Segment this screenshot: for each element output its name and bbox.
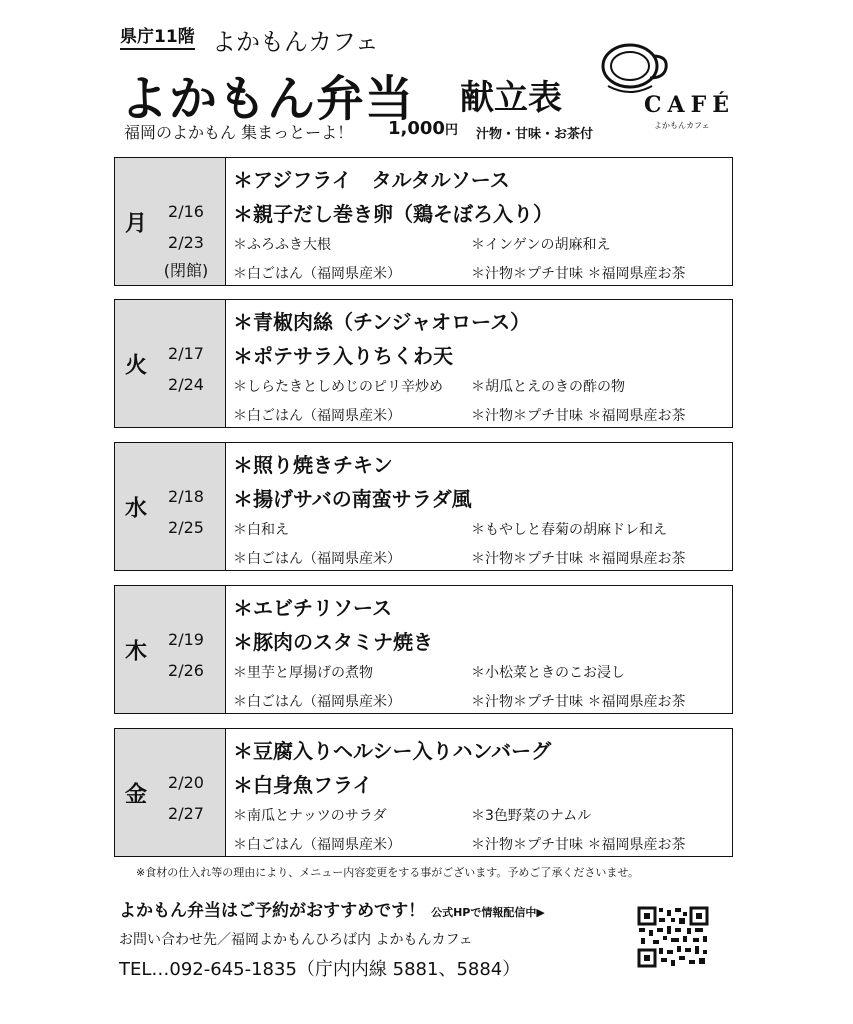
dates [161, 196, 211, 284]
rice: ＊白ごはん（福岡県産米） [233, 694, 401, 710]
reserve-text: よかもん弁当はご予約がおすすめです！ [119, 901, 426, 921]
day-label: 火 [125, 353, 148, 378]
tagline: 福岡のよかもん 集まっとーよ！ [124, 123, 354, 142]
date: 2/24 [168, 375, 204, 394]
date: 2/19 [168, 630, 204, 649]
dates [161, 481, 211, 543]
day-label: 金 [125, 782, 148, 807]
main-dish-2: ＊豚肉のスタミナ焼き [233, 630, 433, 654]
date: 2/25 [168, 518, 204, 537]
rice: ＊白ごはん（福岡県産米） [233, 837, 401, 853]
side-dish-2: ＊もやしと春菊の胡麻ドレ和え [471, 522, 667, 538]
includes-label: 汁物・甘味・お茶付 [476, 127, 594, 142]
dates [161, 338, 211, 400]
main-dish-1: ＊エビチリソース [233, 596, 392, 620]
price-unit: 円 [444, 123, 458, 138]
date-note: (閉館) [163, 261, 209, 280]
cafe-logo [600, 42, 740, 132]
side-dish-2: ＊小松菜ときのこお浸し [471, 665, 625, 681]
main-dish-2: ＊揚げサバの南蛮サラダ風 [233, 487, 472, 511]
dates [161, 624, 211, 686]
date: 2/23 [168, 233, 204, 252]
floor-label: 県庁11階 [120, 26, 195, 50]
main-dish-1: ＊青椒肉絲（チンジャオロース） [233, 310, 531, 334]
side-dish-1: ＊しらたきとしめじのピリ辛炒め [233, 379, 443, 395]
day-column [115, 729, 226, 856]
price [388, 118, 458, 139]
main-dish-1: ＊照り焼きチキン [233, 453, 393, 477]
day-column [115, 158, 226, 285]
extras: ＊汁物＊プチ甘味 ＊福岡県産お茶 [471, 408, 686, 424]
side-dish-1: ＊ふろふき大根 [233, 237, 331, 253]
day-block-tuesday [114, 299, 733, 428]
date: 2/20 [168, 773, 204, 792]
day-block-monday [114, 157, 733, 286]
phone-number: TEL…092-645-1835（庁内内線 5881、5884） [119, 959, 521, 980]
menu-title: 献立表 [460, 78, 562, 118]
main-dish-1: ＊豆腐入りヘルシー入りハンバーグ [233, 739, 552, 763]
day-block-thursday [114, 585, 733, 714]
side-dish-1: ＊南瓜とナッツのサラダ [233, 808, 387, 824]
extras: ＊汁物＊プチ甘味 ＊福岡県産お茶 [471, 837, 686, 853]
cafe-name: よかもんカフェ [212, 28, 379, 56]
date: 2/26 [168, 661, 204, 680]
rice: ＊白ごはん（福岡県産米） [233, 408, 401, 424]
rice: ＊白ごはん（福岡県産米） [233, 551, 401, 567]
price-value: 1,000 [388, 118, 445, 139]
reserve-message [119, 896, 545, 921]
date: 2/27 [168, 804, 204, 823]
header [120, 22, 740, 150]
dates [161, 767, 211, 829]
day-block-friday [114, 728, 733, 857]
date: 2/16 [168, 202, 204, 221]
day-column [115, 300, 226, 427]
page-title: よかもん弁当 [120, 71, 415, 127]
side-dish-1: ＊里芋と厚揚げの煮物 [233, 665, 373, 681]
main-dish-2: ＊親子だし巻き卵（鶏そぼろ入り） [233, 202, 553, 226]
contact-info: お問い合わせ先／福岡よかもんひろば内 よかもんカフェ [119, 932, 473, 948]
logo-subtext: よかもんカフェ [654, 121, 710, 130]
qr-code-icon[interactable] [637, 906, 709, 968]
disclaimer-note: ※食材の仕入れ等の理由により、メニュー内容変更をする事がございます。予めご了承くださいませ。 [136, 866, 640, 879]
date: 2/18 [168, 487, 204, 506]
day-column [115, 586, 226, 713]
main-dish-1: ＊アジフライ タルタルソース [233, 168, 510, 192]
day-label: 水 [125, 496, 148, 521]
rice: ＊白ごはん（福岡県産米） [233, 266, 401, 282]
side-dish-2: ＊胡瓜とえのきの酢の物 [471, 379, 625, 395]
day-column [115, 443, 226, 570]
extras: ＊汁物＊プチ甘味 ＊福岡県産お茶 [471, 266, 686, 282]
side-dish-1: ＊白和え [233, 522, 289, 538]
day-label: 月 [125, 211, 148, 236]
logo-text: CAFÉ [644, 92, 735, 118]
extras: ＊汁物＊プチ甘味 ＊福岡県産お茶 [471, 694, 686, 710]
side-dish-2: ＊3色野菜のナムル [471, 808, 592, 824]
side-dish-2: ＊インゲンの胡麻和え [471, 237, 611, 253]
hp-link-text[interactable]: 公式HPで情報配信中▶ [431, 906, 545, 919]
day-block-wednesday [114, 442, 733, 571]
main-dish-2: ＊白身魚フライ [233, 773, 373, 797]
day-label: 木 [125, 639, 148, 664]
extras: ＊汁物＊プチ甘味 ＊福岡県産お茶 [471, 551, 686, 567]
main-dish-2: ＊ポテサラ入りちくわ天 [233, 344, 453, 368]
date: 2/17 [168, 344, 204, 363]
